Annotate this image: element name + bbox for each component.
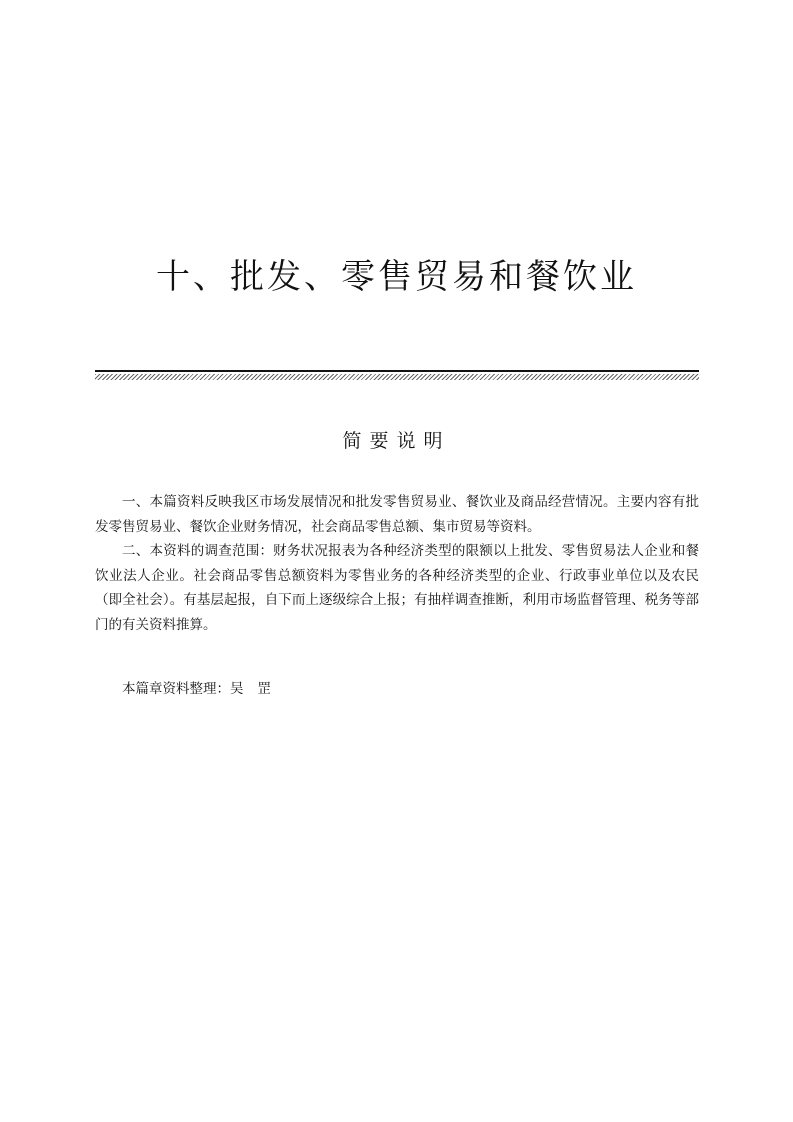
- section-heading: 简要说明: [342, 430, 451, 452]
- divider-hatched-band: [95, 374, 699, 380]
- compiler-line: [95, 677, 699, 701]
- chapter-title: 十、批发、零售贸易和餐饮业: [156, 257, 637, 297]
- paragraph-2: 二、本资料的调查范围：财务状况报表为各种经济类型的限额以上批发、零售贸易法人企业和餐饮业法人企业。社会商品零售总额资料为零售业务的各种经济类型的企业、行政事业单位以及农民（即全社会）。有基层起报，自下而上逐级综合上报；有抽样调查推断，利用市场监督管理、税务等部门的有关资料推算。: [95, 543, 699, 633]
- body-text: [95, 490, 699, 637]
- paragraph-1: 一、本篇资料反映我区市场发展情况和批发零售贸易业、餐饮业及商品经营情况。主要内容有批发零售贸易业、餐饮企业财务情况，社会商品零售总额、集市贸易等资料。: [95, 494, 699, 535]
- compiler-label: 本篇章资料整理：: [122, 681, 230, 697]
- divider-solid-line: [95, 370, 699, 372]
- section-divider: [95, 370, 699, 381]
- compiler-name: 吴罡: [230, 681, 285, 697]
